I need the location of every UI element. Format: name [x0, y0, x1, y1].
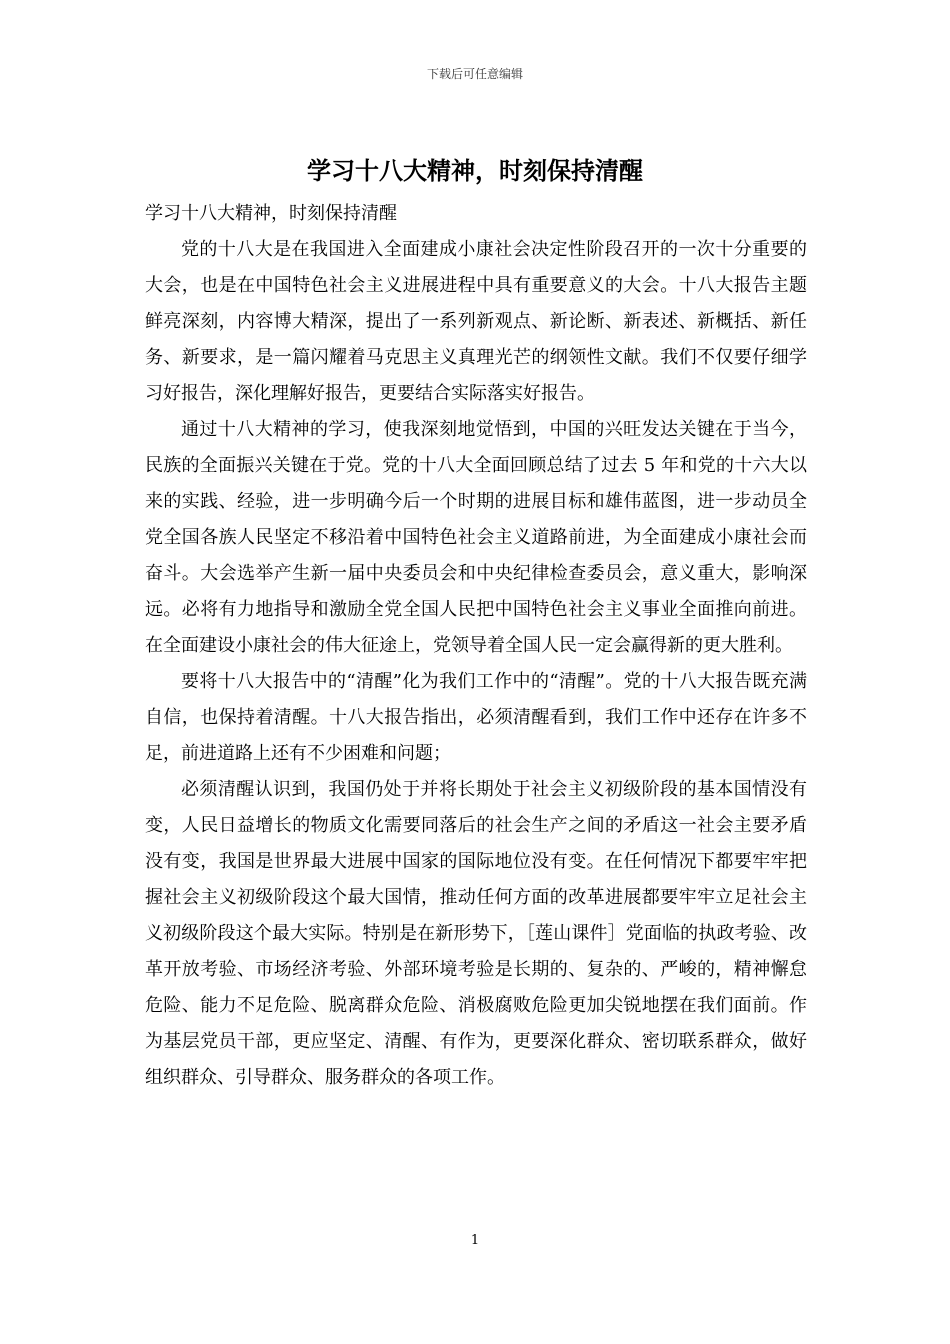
- paragraph-2: 通过十八大精神的学习，使我深刻地觉悟到，中国的兴旺发达关键在于当今，民族的全面振兴关键在于党。党的十八大全面回顾总结了过去 5 年和党的十六大以来的实践、经验，进一步明确今后一个时期的进展目标和雄伟蓝图，进一步动员全党全国各族人民坚定不移沿着中国特色社会主义道路前进，为全面建成小康社会而奋斗。大会选举产生新一届中央委员会和中央纪律检查委员会，意义重大，影响深远。必将有力地指导和激励全党全国人民把中国特色社会主义事业全面推向前进。在全面建设小康社会的伟大征途上，党领导着全国人民一定会赢得新的更大胜利。: [145, 419, 807, 656]
- document-body: [145, 196, 807, 1096]
- paragraph-4: 必须清醒认识到，我国仍处于并将长期处于社会主义初级阶段的基本国情没有变，人民日益增长的物质文化需要同落后的社会生产之间的矛盾这一社会主要矛盾没有变，我国是世界最大进展中国家的国际地位没有变。在任何情况下都要牢牢把握社会主义初级阶段这个最大国情，推动任何方面的改革进展都要牢牢立足社会主义初级阶段这个最大实际。特别是在新形势下，［莲山课件］党面临的执政考验、改革开放考验、市场经济考验、外部环境考验是长期的、复杂的、严峻的，精神懈怠危险、能力不足危险、脱离群众危险、消极腐败危险更加尖锐地摆在我们面前。作为基层党员干部，更应坚定、清醒、有作为，更要深化群众、密切联系群众，做好组织群众、引导群众、服务群众的各项工作。: [145, 779, 807, 1088]
- page-number: 1: [470, 1233, 480, 1248]
- paragraph-1: 党的十八大是在我国进入全面建成小康社会决定性阶段召开的一次十分重要的大会，也是在中国特色社会主义进展进程中具有重要意义的大会。十八大报告主题鲜亮深刻，内容博大精深，提出了一系列新观点、新论断、新表述、新概括、新任务、新要求，是一篇闪耀着马克思主义真理光芒的纲领性文献。我们不仅要仔细学习好报告，深化理解好报告，更要结合实际落实好报告。: [145, 239, 807, 404]
- header-note: 下载后可任意编辑: [426, 67, 523, 81]
- paragraph-3: 要将十八大报告中的“清醒”化为我们工作中的“清醒”。党的十八大报告既充满自信，也保持着清醒。十八大报告指出，必须清醒看到，我们工作中还存在许多不足，前进道路上还有不少困难和问题；: [145, 671, 807, 764]
- document-subtitle: 学习十八大精神，时刻保持清醒: [145, 203, 397, 224]
- document-title: 学习十八大精神，时刻保持清醒: [307, 156, 643, 185]
